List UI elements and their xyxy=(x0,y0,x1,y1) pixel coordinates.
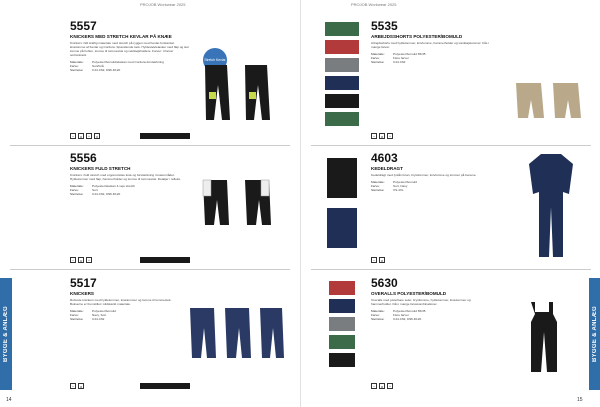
black-overalls-photo xyxy=(511,300,581,380)
spec-key: Farve: xyxy=(70,188,79,192)
spec-value: Polyester/elastan 4-vejs stretch xyxy=(92,184,135,188)
spec-value: Sort xyxy=(92,188,98,192)
product-title: KNICKERS FULD STRETCH xyxy=(70,166,131,171)
page-number: 15 xyxy=(577,397,583,403)
khaki-shorts-photo xyxy=(511,80,591,125)
spec-key: Materiale: xyxy=(70,309,84,313)
product-description: Kedeldragt med lynlås foran, brystlommer, knivlomme og lommer på benene. xyxy=(371,173,477,177)
product-5630 xyxy=(371,277,491,321)
right-page xyxy=(300,0,600,407)
bleach-icon: x xyxy=(96,134,98,139)
spec-value: C44-C62, D96-D120 xyxy=(92,68,121,72)
spec-value: Flere farver xyxy=(393,313,409,317)
product-spec xyxy=(371,309,491,321)
spec-key: Farve: xyxy=(371,56,380,60)
knickers-photo xyxy=(195,175,290,255)
spec-value: C44-C62, D96-D120 xyxy=(393,317,422,321)
feature-icons xyxy=(70,383,84,389)
spec-key: Størrelse: xyxy=(371,188,385,192)
washing-icon: ~ xyxy=(372,134,376,139)
product-number: 5535 xyxy=(371,19,398,33)
shorts-color-stack xyxy=(323,18,363,133)
stretch-badge: Stretch Kevlar xyxy=(203,48,227,72)
spec-key: Størrelse: xyxy=(70,317,84,321)
washing-icon: ~ xyxy=(372,258,376,263)
spec-value: Flere farver xyxy=(393,56,409,60)
spec-value: Polyester/bomuld/elastan med Cordura-forstærkning xyxy=(92,60,164,64)
iron-icon: ^ xyxy=(387,383,393,389)
page-number: 14 xyxy=(6,397,12,403)
page-header: PROJOB Workwear 2025 xyxy=(140,2,186,7)
tumble-dry-icon: o xyxy=(79,134,83,139)
spec-value: Polyester/bomuld xyxy=(393,180,417,184)
product-number: 5556 xyxy=(70,151,97,165)
spec-key: Materiale: xyxy=(70,184,84,188)
product-spec xyxy=(371,180,491,192)
spec-key: Materiale: xyxy=(371,180,385,184)
product-spec xyxy=(70,60,190,72)
product-4603 xyxy=(371,152,491,192)
color-bar xyxy=(140,383,190,389)
spec-key: Materiale: xyxy=(371,52,385,56)
spec-key: Farve: xyxy=(70,64,79,68)
trousers-photo xyxy=(195,60,290,135)
tumble-dry-icon: o xyxy=(79,384,83,389)
tumble-dry-icon: o xyxy=(380,258,384,263)
product-description: Knickers i fuld stretch med ergonomiske knæ og forstærkning i knæområdet. Hyldelommer med flap, hammerholder og lomme til tommestok. Detaljer i refleks. xyxy=(70,173,181,181)
washing-icon: ~ xyxy=(372,384,376,389)
spec-value: Sort, Navy xyxy=(393,184,408,188)
spec-value: C44-C62 xyxy=(92,317,105,321)
spec-value: Polyester/bomuld 65/35 xyxy=(393,52,426,56)
product-title: ARBEJDSSHORTS POLYESTER/BOMULD xyxy=(371,34,463,39)
spec-key: Størrelse: xyxy=(70,68,84,72)
washing-icon: ~ xyxy=(71,258,75,263)
product-title: KNICKERS xyxy=(70,291,94,296)
section-divider xyxy=(10,145,290,146)
feature-icons xyxy=(371,257,385,263)
overalls-color-stack xyxy=(323,277,363,387)
spec-value: C44-C62, D96-D120 xyxy=(92,192,121,196)
product-number: 5517 xyxy=(70,276,97,290)
iron-icon: ^ xyxy=(86,257,92,263)
section-divider xyxy=(10,269,290,270)
spec-key: Farve: xyxy=(371,184,380,188)
product-description: Arbejdsshorts med hyldelommer, knivlomme, hammerholder og værktøjslommer. Fås i mange farver. xyxy=(371,41,489,49)
tumble-dry-icon: o xyxy=(380,384,384,389)
product-5557 xyxy=(70,20,190,72)
tumble-dry-icon: o xyxy=(79,258,83,263)
category-tab-label: BYGGE & ANLÆG xyxy=(3,305,9,362)
product-title: KNICKERS MED STRETCH KEVLAR PÅ KNÆE xyxy=(70,34,172,39)
feature-icons xyxy=(371,133,393,139)
product-5556 xyxy=(70,152,190,196)
product-spec xyxy=(70,309,180,321)
feature-icons xyxy=(70,257,92,263)
iron-icon: ^ xyxy=(387,133,393,139)
product-description: Overalls med justerbare seler, brystlomme, hyldelommer, knælommer og hammerholder. Fås i mange farvekombinationer. xyxy=(371,298,471,306)
spec-key: Farve: xyxy=(371,313,380,317)
spec-key: Materiale: xyxy=(70,60,84,64)
spec-value: Sort/Grå xyxy=(92,64,104,68)
spec-key: Størrelse: xyxy=(371,317,385,321)
color-bar xyxy=(140,257,190,263)
tumble-dry-icon: o xyxy=(380,134,384,139)
category-tab xyxy=(589,278,600,390)
spec-value: Polyester/bomuld 65/35 xyxy=(393,309,426,313)
product-title: OVERALLS POLYESTER/BOMULD xyxy=(371,291,447,296)
color-bar xyxy=(140,133,190,139)
coverall-color-stack xyxy=(323,152,363,262)
spec-value: Navy, Sort xyxy=(92,313,107,317)
spec-key: Størrelse: xyxy=(371,60,385,64)
spec-value: XS-4XL xyxy=(393,188,404,192)
product-5517 xyxy=(70,277,180,321)
product-number: 5557 xyxy=(70,19,97,33)
spec-value: C44-C62 xyxy=(393,60,406,64)
washing-icon: ~ xyxy=(71,384,75,389)
product-description: Knickers i lidt kraftig materiale med stretch på ryggen med Kevlar-forstærket knælomme af Kevlar og Cordura. Spændende look. Hyldestøvletasker med flap og stor lomme på hoften, lomme til tommestok og værktøjsholdere. Farver: 4 farver sort/antracit. xyxy=(70,41,190,57)
spec-key: Materiale: xyxy=(371,309,385,313)
spec-key: Farve: xyxy=(70,313,79,317)
iron-icon: ^ xyxy=(86,133,92,139)
navy-knickers-photo xyxy=(185,300,290,380)
category-tab xyxy=(0,278,12,390)
product-spec xyxy=(371,52,491,64)
category-tab-label: BYGGE & ANLÆG xyxy=(592,305,598,362)
feature-icons xyxy=(70,133,100,139)
product-5535 xyxy=(371,20,491,64)
product-number: 5630 xyxy=(371,276,398,290)
section-divider xyxy=(311,145,591,146)
navy-coverall-photo xyxy=(511,150,591,262)
product-description: Robuste knickers med hyldelommer, knælommer og lomme til tommestok. Bukserne er fremstillet i slidstærkt materiale. xyxy=(70,298,172,306)
section-divider xyxy=(311,269,591,270)
washing-icon: ~ xyxy=(71,134,75,139)
product-title: KEDELDRAGT xyxy=(371,166,403,171)
spec-key: Størrelse: xyxy=(70,192,84,196)
feature-icons xyxy=(371,383,393,389)
spec-value: Polyester/bomuld xyxy=(92,309,116,313)
product-spec xyxy=(70,184,190,196)
product-number: 4603 xyxy=(371,151,398,165)
page-header: PROJOB Workwear 2025 xyxy=(351,2,397,7)
